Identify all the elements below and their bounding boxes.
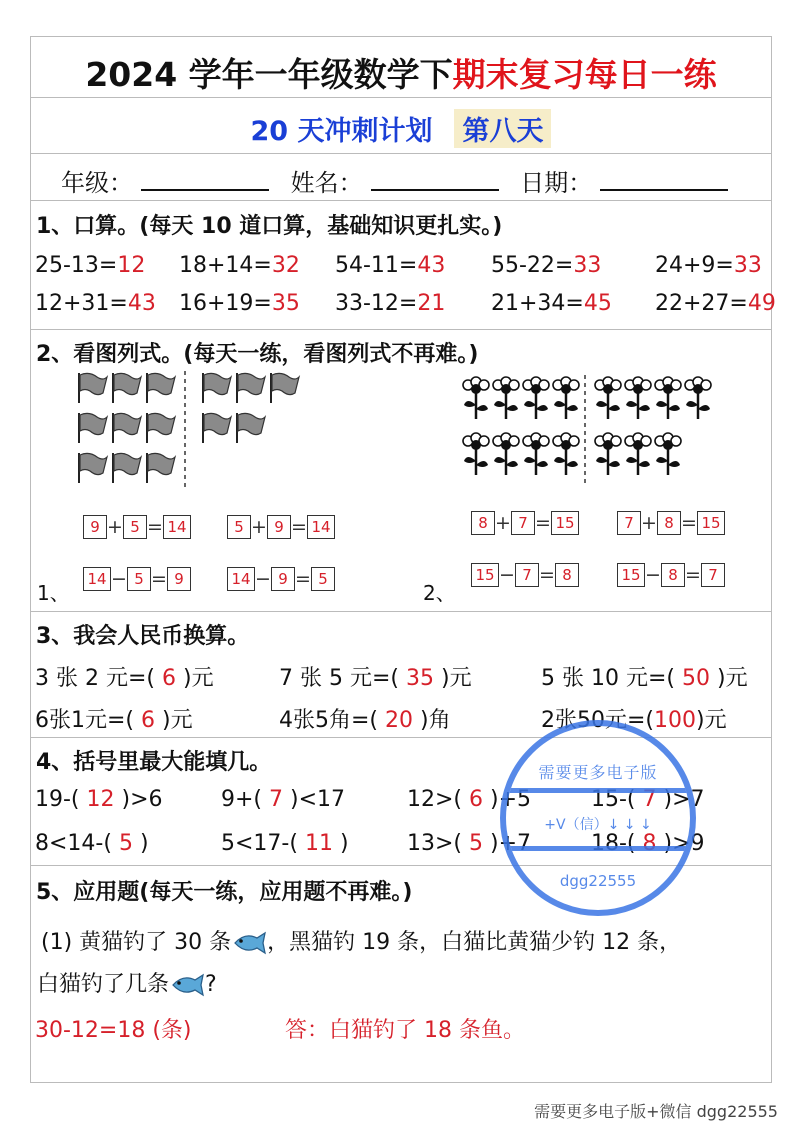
divider [31, 329, 771, 330]
currency-item [279, 661, 472, 692]
inequality-answer: 12 [86, 787, 115, 812]
calc-question: 33-12= [335, 291, 418, 316]
calc-question: 54-11= [335, 253, 418, 278]
divider [31, 611, 771, 612]
equation [83, 515, 191, 539]
calc-answer: 45 [583, 291, 612, 316]
flag-icon [79, 413, 107, 443]
operator: − [645, 564, 661, 586]
currency-item [279, 703, 451, 734]
currency-answer: 100 [654, 708, 697, 733]
calc-answer: 43 [127, 291, 156, 316]
answer-box: 9 [83, 515, 107, 539]
inequality-text: )>9 [656, 831, 705, 856]
oral-calc-item [179, 291, 300, 316]
inequality-answer: 6 [469, 787, 484, 812]
fish-icon [169, 972, 205, 998]
flower-icon [523, 377, 549, 419]
currency-answer: 20 [378, 708, 420, 733]
inequality-text: )+7 [483, 831, 532, 856]
currency-text: )元 [162, 708, 193, 733]
page-title [31, 49, 771, 96]
currency-answer: 6 [155, 666, 183, 691]
inequality-text: ) [132, 831, 149, 856]
divider [31, 737, 771, 738]
answer-box: 15 [617, 563, 645, 587]
divider [31, 200, 771, 201]
inequality-item [221, 787, 345, 812]
currency-text: )元 [182, 666, 214, 691]
flower-icon [493, 433, 519, 475]
stamp-line-2: +V（信）↓ ↓ ↓ [544, 817, 652, 833]
section-4-title: 4、括号里最大能填几。 [36, 750, 272, 775]
answer-box: 7 [617, 511, 641, 535]
calc-answer: 33 [573, 253, 602, 278]
inequality-item [221, 831, 349, 856]
problem-text: (1) 黄猫钓了 30 条 [41, 930, 232, 955]
inequality-item [35, 831, 149, 856]
word-problem-line-1 [41, 925, 681, 956]
currency-answer: 35 [399, 666, 441, 691]
inequality-text: )<17 [283, 787, 346, 812]
inequality-text: )>7 [656, 787, 705, 812]
oral-calc-item [179, 253, 300, 278]
answer-box: 8 [661, 563, 685, 587]
flower-icon [553, 433, 579, 475]
flower-icon [595, 377, 621, 419]
flower-icon [685, 377, 711, 419]
currency-item [541, 661, 748, 692]
currency-text: 4张5角=( [279, 708, 379, 733]
problem-text: ，黑猫钓 19 条，白猫比黄猫少钓 12 条， [267, 930, 682, 955]
inequality-text: 19-( [35, 787, 87, 812]
answer-box: 15 [697, 511, 725, 535]
operator: = [539, 564, 555, 586]
flag-icon [271, 373, 299, 403]
subtitle-text: 20 天冲刺计划 [250, 116, 433, 147]
problem-2-label: 2、 [423, 581, 456, 605]
calc-question: 12+31= [35, 291, 128, 316]
calc-answer: 43 [417, 253, 446, 278]
answer-box: 9 [271, 567, 295, 591]
answer-box: 8 [555, 563, 579, 587]
title-black: 2024 学年一年级数学下 [85, 55, 453, 94]
answer-box: 7 [515, 563, 539, 587]
flags-picture [77, 371, 307, 501]
operator: + [495, 512, 511, 534]
flag-icon [113, 453, 141, 483]
currency-answer: 50 [675, 666, 717, 691]
inequality-item [35, 787, 163, 812]
calc-answer: 12 [117, 253, 146, 278]
calc-question: 22+27= [655, 291, 748, 316]
oral-calc-item [35, 253, 145, 278]
operator: − [499, 564, 515, 586]
name-blank[interactable] [371, 169, 499, 191]
calc-answer: 32 [271, 253, 300, 278]
oral-calc-item [491, 253, 601, 278]
flag-icon [147, 413, 175, 443]
answer-box: 5 [123, 515, 147, 539]
flowers-picture [459, 375, 719, 495]
word-problem-line-2 [37, 967, 217, 998]
oral-calc-item [491, 291, 612, 316]
stamp-band [506, 846, 690, 851]
operator: − [111, 568, 127, 590]
flag-icon [147, 453, 175, 483]
currency-text: )元 [716, 666, 748, 691]
calc-answer: 49 [747, 291, 776, 316]
calc-question: 18+14= [179, 253, 272, 278]
inequality-text: )>6 [114, 787, 163, 812]
oral-calc-item [35, 291, 156, 316]
watermark-stamp [500, 720, 696, 916]
day-badge: 第八天 [454, 109, 551, 148]
calc-question: 16+19= [179, 291, 272, 316]
operator: + [107, 516, 123, 538]
answer-box: 15 [471, 563, 499, 587]
equation [227, 567, 335, 591]
currency-text: )角 [420, 708, 451, 733]
flag-icon [237, 413, 265, 443]
grade-blank[interactable] [141, 169, 269, 191]
flower-icon [655, 433, 681, 475]
oral-calc-item [655, 291, 776, 316]
stamp-band [506, 788, 690, 793]
section-5-title: 5、应用题(每天一练，应用题不再难。) [36, 880, 413, 905]
worksheet [30, 36, 776, 1083]
oral-calc-item [335, 291, 445, 316]
flag-icon [79, 373, 107, 403]
date-blank[interactable] [600, 169, 728, 191]
flag-icon [113, 413, 141, 443]
operator: + [641, 512, 657, 534]
inequality-answer: 5 [118, 831, 133, 856]
inequality-answer: 5 [469, 831, 484, 856]
section-3-title: 3、我会人民币换算。 [36, 624, 250, 649]
answer-box: 7 [511, 511, 535, 535]
answer-box: 9 [267, 515, 291, 539]
calc-question: 25-13= [35, 253, 118, 278]
section-2-title: 2、看图列式。(每天一练，看图列式不再难。) [36, 342, 479, 367]
date-label: 日期： [520, 169, 593, 197]
calc-question: 24+9= [655, 253, 734, 278]
answer-box: 14 [227, 567, 255, 591]
equation [83, 567, 191, 591]
operator: = [681, 512, 697, 534]
problem-1-label: 1、 [37, 581, 70, 605]
inequality-text: ) [332, 831, 349, 856]
currency-item [35, 703, 193, 734]
calc-question: 21+34= [491, 291, 584, 316]
flower-icon [463, 433, 489, 475]
equation [227, 515, 335, 539]
operator: − [255, 568, 271, 590]
answer-box: 8 [471, 511, 495, 535]
grade-label: 年级： [61, 169, 133, 197]
subtitle [31, 109, 771, 148]
inequality-text: 9+( [221, 787, 270, 812]
inequality-text: 12>( [407, 787, 470, 812]
answer-box: 5 [227, 515, 251, 539]
flower-icon [625, 377, 651, 419]
currency-item [35, 661, 214, 692]
divider [31, 153, 771, 154]
currency-text: )元 [440, 666, 472, 691]
equation [617, 563, 725, 587]
operator: = [685, 564, 701, 586]
answer-box: 5 [311, 567, 335, 591]
oral-calc-item [655, 253, 762, 278]
operator: = [151, 568, 167, 590]
currency-text: 3 张 2 元=( [35, 666, 155, 691]
calc-answer: 35 [271, 291, 300, 316]
flag-icon [237, 373, 265, 403]
currency-text: 6张1元=( [35, 708, 135, 733]
equation [471, 563, 579, 587]
flower-icon [625, 433, 651, 475]
info-row [61, 163, 761, 198]
inequality-text: 18-( [591, 831, 643, 856]
operator: = [295, 568, 311, 590]
currency-text: )元 [696, 708, 727, 733]
fish-icon [231, 930, 267, 956]
inequality-text: 5<17-( [221, 831, 305, 856]
oral-calc-item [335, 253, 445, 278]
flag-icon [203, 413, 231, 443]
flag-icon [79, 453, 107, 483]
equation [471, 511, 579, 535]
answer-statement: 答：白猫钓了 18 条鱼。 [285, 1018, 525, 1043]
operator: = [291, 516, 307, 538]
answer-box: 9 [167, 567, 191, 591]
flower-icon [463, 377, 489, 419]
stamp-line-3: dgg22555 [559, 872, 637, 890]
stamp-line-1: 需要更多电子版 [538, 763, 658, 782]
flower-icon [553, 377, 579, 419]
calc-question: 55-22= [491, 253, 574, 278]
currency-text: 5 张 10 元=( [541, 666, 675, 691]
answer-box: 15 [551, 511, 579, 535]
inequality-text: 8<14-( [35, 831, 119, 856]
flower-icon [655, 377, 681, 419]
answer-box: 14 [83, 567, 111, 591]
answer-box: 14 [163, 515, 191, 539]
inequality-text: 13>( [407, 831, 470, 856]
flag-icon [203, 373, 231, 403]
problem-text: ? [205, 972, 217, 997]
flag-icon [147, 373, 175, 403]
answer-box: 7 [701, 563, 725, 587]
answer-box: 8 [657, 511, 681, 535]
currency-answer: 6 [134, 708, 162, 733]
answer-box: 5 [127, 567, 151, 591]
operator: = [535, 512, 551, 534]
flower-icon [595, 433, 621, 475]
equation [617, 511, 725, 535]
title-red: 期末复习每日一练 [452, 55, 717, 94]
currency-text: 2张50元=( [541, 708, 655, 733]
inequality-answer: 7 [642, 787, 657, 812]
flower-icon [523, 433, 549, 475]
divider [31, 97, 771, 98]
inequality-text: )+5 [483, 787, 532, 812]
name-label: 姓名： [290, 169, 363, 197]
problem-text: 白猫钓了几条 [37, 972, 170, 997]
calc-answer: 33 [733, 253, 762, 278]
operator: = [147, 516, 163, 538]
footer-text: 需要更多电子版+微信 dgg22555 [534, 1102, 778, 1121]
currency-text: 7 张 5 元=( [279, 666, 399, 691]
operator: + [251, 516, 267, 538]
section-1-title: 1、口算。(每天 10 道口算，基础知识更扎实。) [36, 214, 503, 239]
flag-icon [113, 373, 141, 403]
inequality-text: 15-( [591, 787, 643, 812]
inequality-answer: 7 [269, 787, 284, 812]
answer-calculation: 30-12=18 (条) [35, 1018, 192, 1043]
inequality-answer: 8 [642, 831, 657, 856]
answer-box: 14 [307, 515, 335, 539]
flower-icon [493, 377, 519, 419]
calc-answer: 21 [417, 291, 446, 316]
inequality-answer: 11 [304, 831, 333, 856]
